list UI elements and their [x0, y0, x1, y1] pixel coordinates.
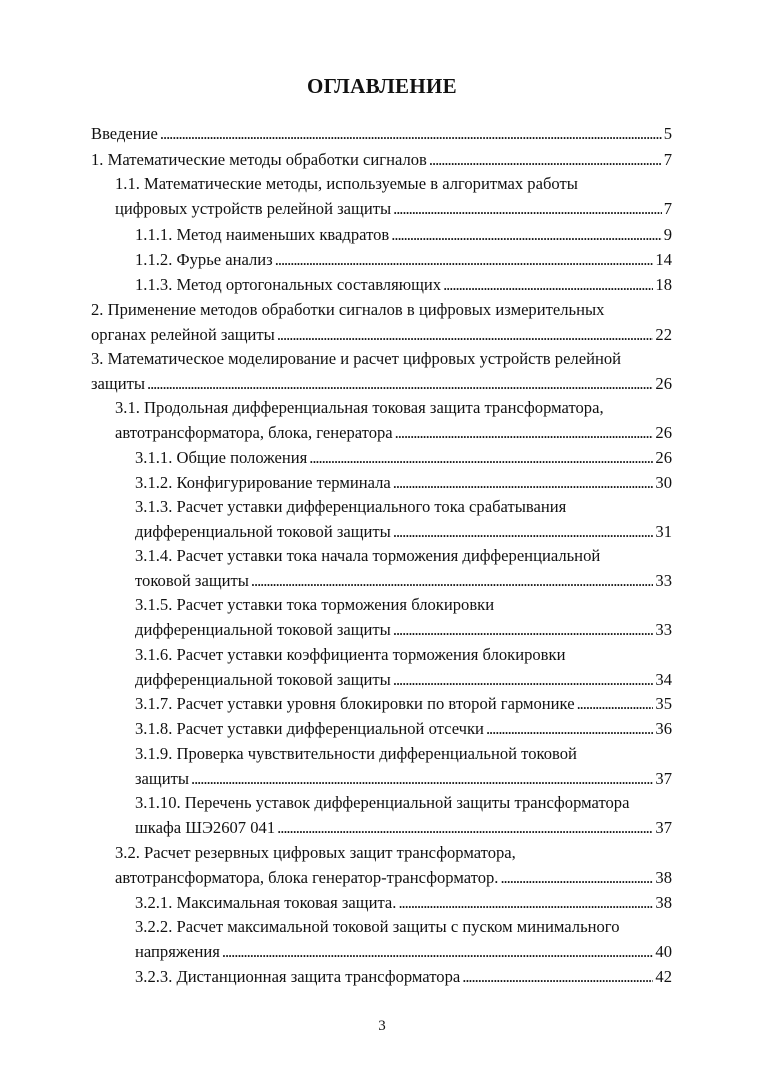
toc-leader-dots: [443, 275, 653, 295]
toc-entry-page: 18: [655, 275, 672, 294]
toc-entry: [115, 423, 672, 443]
toc-leader-dots: [486, 719, 653, 739]
toc-entry: [135, 497, 566, 517]
toc-entry-text: дифференциальной токовой защиты: [135, 670, 391, 689]
toc-entry: [135, 719, 672, 739]
toc-leader-dots: [277, 818, 653, 838]
toc-title: ОГЛАВЛЕНИЕ: [307, 74, 457, 98]
toc-entry: [91, 349, 621, 369]
toc-entry: [135, 522, 672, 542]
toc-entry-text: 3.1. Продольная дифференциальная токовая защита трансформатора,: [115, 398, 604, 417]
toc-entry: [135, 571, 672, 591]
toc-entry-text: 1.1.2. Фурье анализ: [135, 250, 273, 269]
toc-entry-page: 33: [655, 571, 672, 590]
toc-entry-text: 3.1.3. Расчет уставки дифференциального тока срабатывания: [135, 497, 567, 516]
toc-entry-text: 3.1.10. Перечень уставок дифференциальной защиты трансформатора: [135, 793, 630, 812]
toc-entry: [91, 325, 672, 345]
toc-entry-text: цифровых устройств релейной защиты: [115, 199, 392, 218]
toc-leader-dots: [147, 374, 653, 394]
toc-entry-page: 26: [655, 448, 672, 467]
toc-entry: [135, 225, 672, 245]
toc-entry: [115, 868, 672, 888]
toc-entry-text: 3.1.4. Расчет уставки тока начала торможения дифференциальной: [135, 546, 601, 565]
toc-entry: [115, 843, 516, 863]
toc-entry: [135, 793, 629, 813]
toc-entry-page: 9: [663, 225, 672, 244]
toc-entry-text: 3.2.2. Расчет максимальной токовой защиты с пуском минимального: [135, 917, 620, 936]
toc-leader-dots: [577, 694, 654, 714]
toc-entry: [135, 595, 494, 615]
toc-entry-page: 7: [663, 199, 672, 218]
toc-entry-text: 3.1.8. Расчет уставки дифференциальной отсечки: [135, 719, 484, 738]
toc-entry-text: автотрансформатора, блока, генератора: [115, 423, 393, 442]
toc-entry-page: 37: [655, 818, 672, 837]
toc-entry-text: 1.1. Математические методы, используемые в алгоритмах работы: [115, 174, 578, 193]
toc-entry-page: 5: [663, 124, 672, 143]
toc-entry-page: 36: [655, 719, 672, 738]
toc-entry: [135, 275, 672, 295]
toc-entry-page: 38: [655, 868, 672, 887]
toc-entry-text: 3.1.2. Конфигурирование терминала: [135, 473, 391, 492]
toc-leader-dots: [500, 868, 653, 888]
toc-leader-dots: [398, 893, 653, 913]
toc-entry: [135, 670, 672, 690]
toc-leader-dots: [251, 571, 654, 591]
toc-entry: [115, 398, 604, 418]
toc-entry: [135, 893, 672, 913]
toc-entry: [91, 150, 672, 170]
toc-entry-page: 35: [655, 694, 672, 713]
toc-entry: [91, 374, 672, 394]
page-number: 3: [378, 1018, 386, 1034]
toc-leader-dots: [393, 522, 654, 542]
toc-leader-dots: [275, 250, 654, 270]
toc-entry-page: 42: [655, 967, 672, 986]
toc-leader-dots: [391, 225, 661, 245]
toc-entry: [135, 250, 672, 270]
toc-entry-text: автотрансформатора, блока генератор-трансформатор.: [115, 868, 499, 887]
toc-entry-text: 3.1.7. Расчет уставки уровня блокировки по второй гармонике: [135, 694, 575, 713]
toc-leader-dots: [160, 124, 662, 144]
toc-entry-text: 3.2.1. Максимальная токовая защита.: [135, 893, 397, 912]
toc-entry: [135, 448, 672, 468]
toc-entry-page: 14: [655, 250, 672, 269]
toc-entry-text: шкафа ШЭ2607 041: [135, 818, 276, 837]
toc-entry-text: 1.1.3. Метод ортогональных составляющих: [135, 275, 442, 294]
toc-entry-text: 3.2.3. Дистанционная защита трансформатора: [135, 967, 461, 986]
toc-entry: [135, 546, 600, 566]
toc-entry-page: 22: [655, 325, 672, 344]
toc-entry: [135, 645, 565, 665]
toc-leader-dots: [277, 325, 654, 345]
toc-entry: [115, 174, 578, 194]
toc-leader-dots: [222, 942, 654, 962]
toc-entry: [135, 818, 672, 838]
toc-leader-dots: [393, 473, 654, 493]
toc-leader-dots: [393, 670, 654, 690]
toc-entry-text: дифференциальной токовой защиты: [135, 522, 391, 541]
toc-entry-page: 34: [655, 670, 672, 689]
toc-entry: [135, 473, 672, 493]
toc-entry-text: 3.1.1. Общие положения: [135, 448, 308, 467]
toc-entry: [135, 942, 672, 962]
toc-entry: [135, 967, 672, 987]
toc-entry: [135, 769, 672, 789]
toc-entry-page: 30: [655, 473, 672, 492]
toc-leader-dots: [393, 199, 662, 219]
toc-entry-text: 1. Математические методы обработки сигналов: [91, 150, 427, 169]
toc-entry-text: напряжения: [135, 942, 220, 961]
toc-leader-dots: [393, 620, 654, 640]
toc-entry-text: 3.1.5. Расчет уставки тока торможения блокировки: [135, 595, 495, 614]
toc-entry-text: защиты: [135, 769, 189, 788]
toc-entry: [115, 199, 672, 219]
toc-entry-page: 38: [655, 893, 672, 912]
toc-entry-page: 26: [655, 423, 672, 442]
toc-leader-dots: [191, 769, 653, 789]
toc-entry-page: 37: [655, 769, 672, 788]
toc-entry-text: 3.2. Расчет резервных цифровых защит трансформатора,: [115, 843, 516, 862]
toc-entry-page: 33: [655, 620, 672, 639]
toc-entry-text: органах релейной защиты: [91, 325, 275, 344]
toc-entry-text: 3. Математическое моделирование и расчет цифровых устройств релейной: [91, 349, 622, 368]
toc-entry-text: токовой защиты: [135, 571, 249, 590]
toc-leader-dots: [309, 448, 653, 468]
toc-entry-text: 1.1.1. Метод наименьших квадратов: [135, 225, 390, 244]
toc-entry-text: дифференциальной токовой защиты: [135, 620, 391, 639]
toc-leader-dots: [462, 967, 653, 987]
toc-leader-dots: [395, 423, 654, 443]
toc-entry: [135, 744, 577, 764]
toc-entry-page: 26: [655, 374, 672, 393]
toc-leader-dots: [429, 150, 662, 170]
toc-entry-page: 7: [663, 150, 672, 169]
toc-entry: [135, 620, 672, 640]
toc-entry: [91, 300, 604, 320]
toc-entry: [135, 917, 620, 937]
toc-entry: [91, 124, 672, 144]
toc-entry-text: 2. Применение методов обработки сигналов в цифровых измерительных: [91, 300, 605, 319]
toc-entry-page: 40: [655, 942, 672, 961]
toc-entry-page: 31: [655, 522, 672, 541]
toc-entry: [135, 694, 672, 714]
toc-entry-text: 3.1.6. Расчет уставки коэффициента торможения блокировки: [135, 645, 566, 664]
toc-entry-text: защиты: [91, 374, 145, 393]
toc-entry-text: 3.1.9. Проверка чувствительности дифференциальной токовой: [135, 744, 577, 763]
toc-entry-text: Введение: [91, 124, 158, 143]
